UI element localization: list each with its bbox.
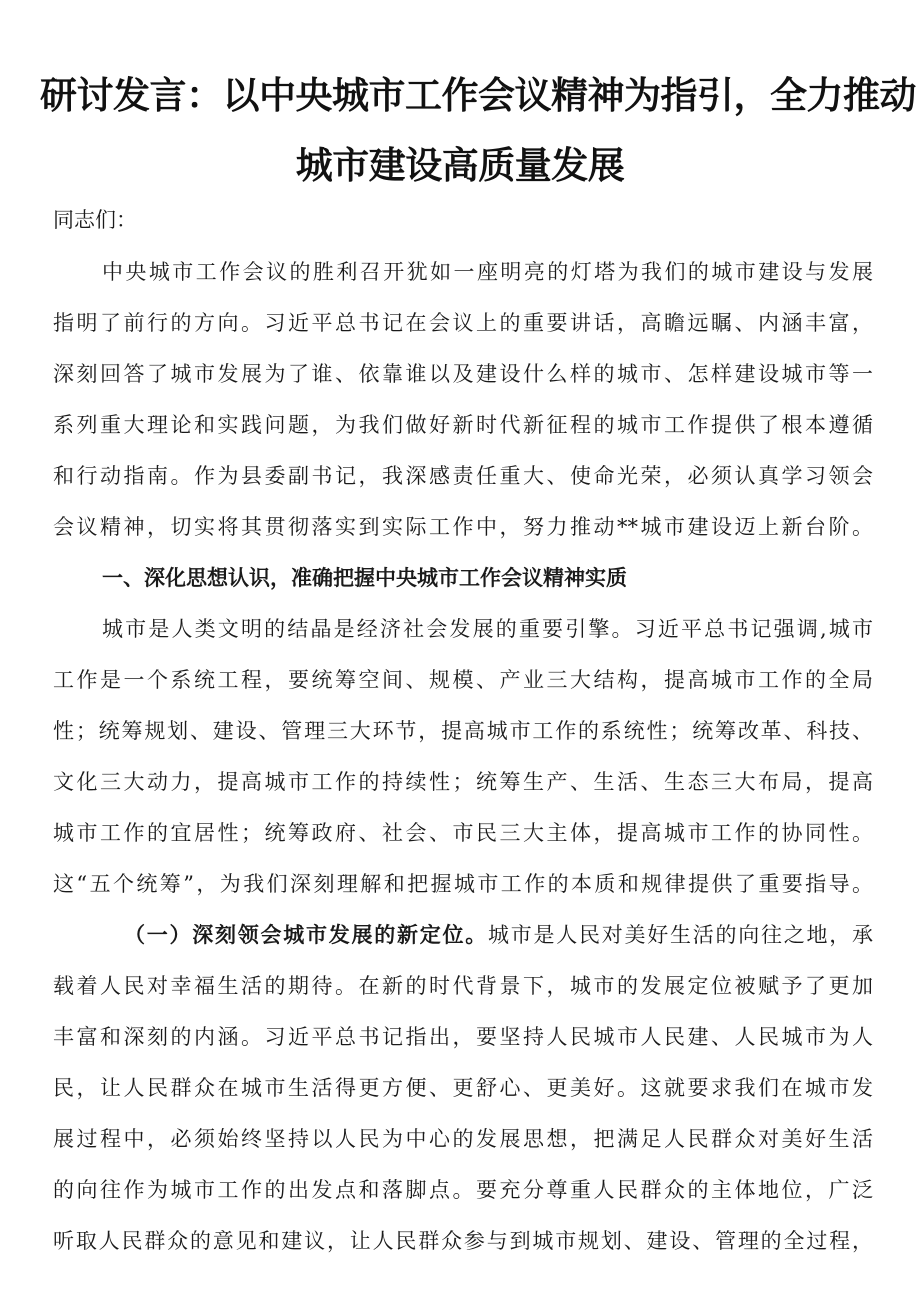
paragraph-3-line-5: 展过程中，必须始终坚持以人民为中心的发展思想，把满足人民群众对美好生活 [53, 1127, 873, 1151]
paragraph-2-line-3: 性；统筹规划、建设、管理三大环节，提高城市工作的系统性；统筹改革、科技、 [53, 719, 873, 743]
paragraph-1-line-5: 和行动指南。作为县委副书记，我深感责任重大、使命光荣，必须认真学习领会 [53, 464, 873, 488]
paragraph-3-line-3: 丰富和深刻的内涵。习近平总书记指出，要坚持人民城市人民建、人民城市为人 [53, 1025, 873, 1049]
paragraph-2-line-2: 工作是一个系统工程，要统筹空间、规模、产业三大结构，提高城市工作的全局 [53, 668, 873, 692]
paragraph-1-line-2: 指明了前行的方向。习近平总书记在会议上的重要讲话，高瞻远瞩、内涵丰富， [53, 311, 873, 335]
paragraph-3-line-4: 民，让人民群众在城市生活得更方便、更舒心、更美好。这就要求我们在城市发 [53, 1076, 873, 1100]
document-title-line-2: 城市建设高质量发展 [295, 144, 625, 187]
paragraph-1-line-6: 会议精神，切实将其贯彻落实到实际工作中，努力推动**城市建设迈上新台阶。 [53, 515, 873, 539]
paragraph-1-line-1: 中央城市工作会议的胜利召开犹如一座明亮的灯塔为我们的城市建设与发展 [102, 260, 873, 284]
document-title-line-1: 研讨发言：以中央城市工作会议精神为指引，全力推动 [40, 74, 916, 117]
paragraph-3-line-1-text: 城市是人民对美好生活的向往之地，承 [488, 923, 873, 947]
paragraph-1-line-4: 系列重大理论和实践问题，为我们做好新时代新征程的城市工作提供了根本遵循 [53, 413, 873, 437]
subsection-heading-1: （一）深刻领会城市发展的新定位。 [124, 922, 488, 947]
paragraph-1-line-3: 深刻回答了城市发展为了谁、依靠谁以及建设什么样的城市、怎样建设城市等一 [53, 362, 873, 386]
paragraph-2-line-5: 城市工作的宜居性；统筹政府、社会、市民三大主体，提高城市工作的协同性。 [53, 821, 873, 845]
salutation: 同志们： [53, 208, 137, 232]
paragraph-3-line-2: 载着人民对幸福生活的期待。在新的时代背景下，城市的发展定位被赋予了更加 [53, 974, 873, 998]
paragraph-2-line-4: 文化三大动力，提高城市工作的持续性；统筹生产、生活、生态三大布局，提高 [53, 770, 873, 794]
paragraph-3-line-1 [124, 920, 873, 950]
paragraph-2-line-1: 城市是人类文明的结晶是经济社会发展的重要引擎。习近平总书记强调,城市 [102, 617, 873, 641]
section-heading-1: 一、深化思想认识，准确把握中央城市工作会议精神实质 [102, 565, 627, 590]
paragraph-3-line-6: 的向往作为城市工作的出发点和落脚点。要充分尊重人民群众的主体地位，广泛 [53, 1178, 873, 1202]
paragraph-2-line-6: 这“五个统筹”，为我们深刻理解和把握城市工作的本质和规律提供了重要指导。 [53, 872, 873, 896]
paragraph-3-line-7: 听取人民群众的意见和建议，让人民群众参与到城市规划、建设、管理的全过程， [53, 1229, 873, 1253]
